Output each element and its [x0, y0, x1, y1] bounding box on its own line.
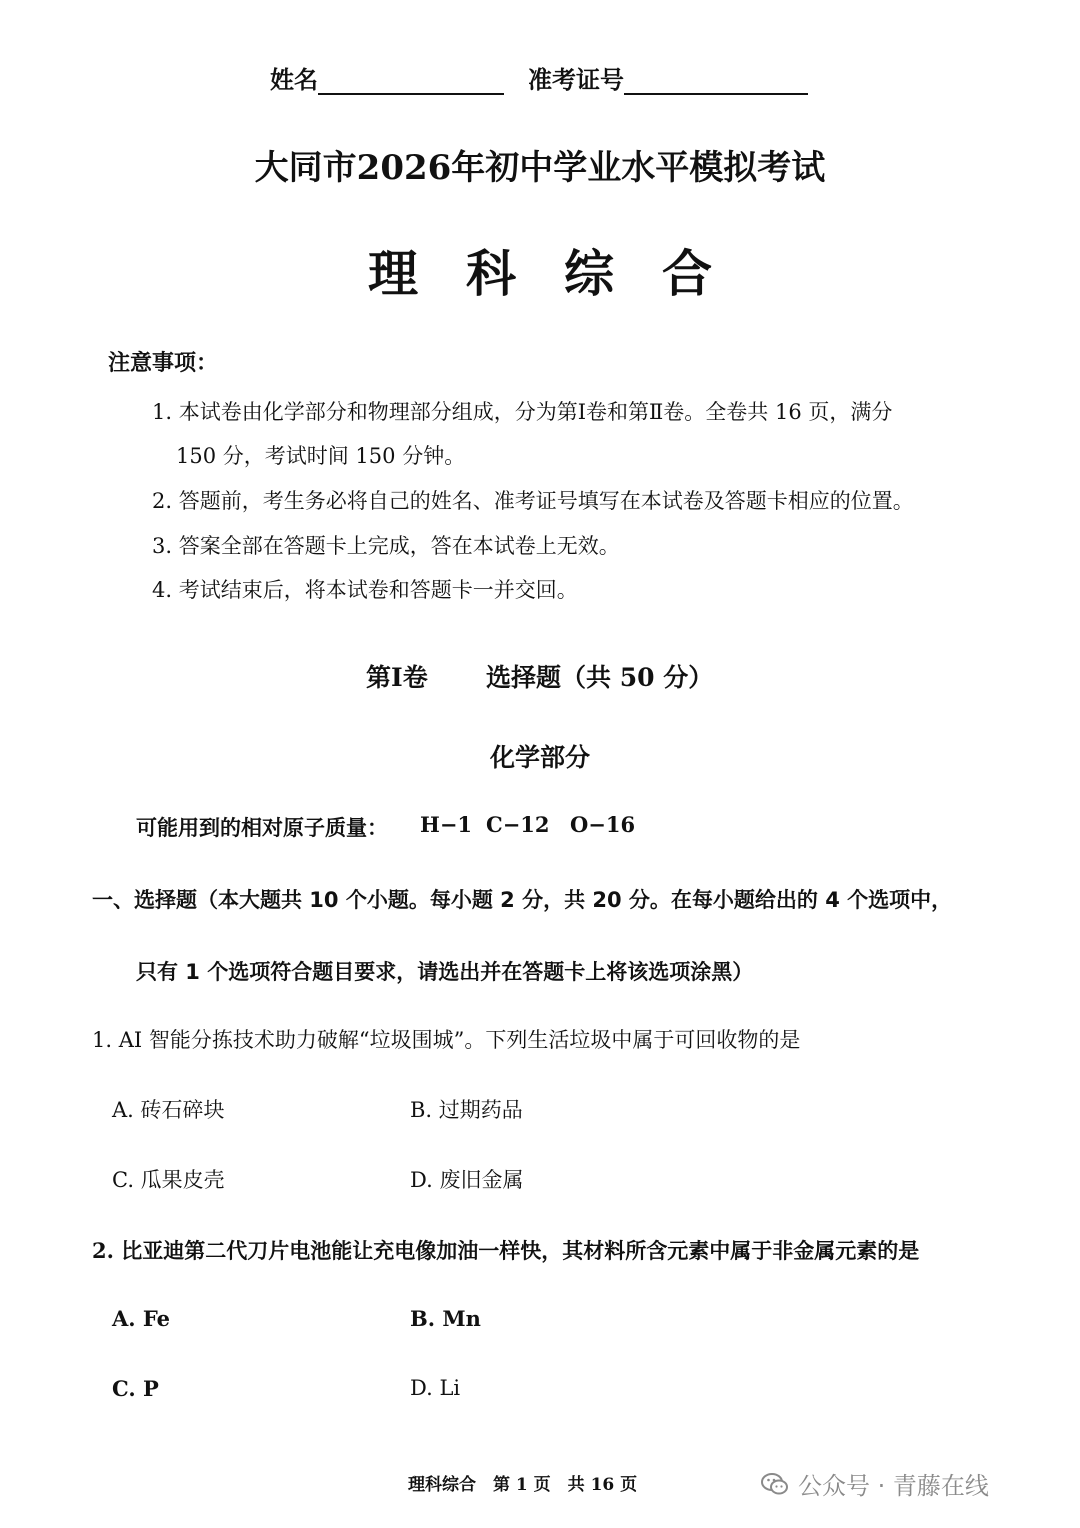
- answer-option: D. 废旧金属: [410, 1168, 524, 1192]
- exam-id-field: [528, 60, 808, 95]
- name-field: [270, 60, 504, 95]
- note-item: 2. 答题前，考生务必将自己的姓名、准考证号填写在本试卷及答题卡相应的位置。: [152, 489, 914, 513]
- atomic-mass-value: C−12: [486, 812, 550, 837]
- chem-heading: 化学部分: [489, 743, 590, 772]
- name-label: 姓名: [270, 65, 318, 94]
- page-footer: 理科综合 第 1 页 共 16 页: [408, 1475, 638, 1495]
- question-stem: 1. AI 智能分拣技术助力破解“垃圾围城”。下列生活垃圾中属于可回收物的是: [92, 1028, 801, 1052]
- question-stem: 2. 比亚迪第二代刀片电池能让充电像加油一样快，其材料所含元素中属于非金属元素的是: [92, 1238, 920, 1263]
- section-instruction: 一、选择题（本大题共 10 个小题。每小题 2 分，共 20 分。在每小题给出的 4 个选项中，: [92, 888, 953, 912]
- name-blank: [318, 67, 504, 95]
- notes-heading: 注意事项：: [108, 350, 219, 376]
- part-title: 选择题（共 50 分）: [486, 663, 714, 692]
- answer-option: C. 瓜果皮壳: [112, 1168, 225, 1192]
- answer-option: B. Mn: [410, 1306, 481, 1331]
- answer-option: A. 砖石碎块: [112, 1098, 225, 1122]
- note-item: 4. 考试结束后，将本试卷和答题卡一并交回。: [152, 578, 578, 602]
- answer-option: B. 过期药品: [410, 1098, 523, 1122]
- note-item: 3. 答案全部在答题卡上完成，答在本试卷上无效。: [152, 534, 620, 558]
- exam-title: 大同市2026年初中学业水平模拟考试: [254, 148, 826, 188]
- exam-id-blank: [624, 67, 808, 95]
- answer-option: D. Li: [410, 1376, 461, 1400]
- note-item: 1. 本试卷由化学部分和物理部分组成，分为第Ⅰ卷和第Ⅱ卷。全卷共 16 页，满分: [152, 400, 893, 424]
- answer-option: A. Fe: [112, 1306, 171, 1331]
- part-label: 第Ⅰ卷: [366, 663, 428, 692]
- watermark-text: 公众号 · 青藤在线: [798, 1472, 989, 1500]
- atomic-mass-label: 可能用到的相对原子质量：: [136, 815, 388, 840]
- watermark: [760, 1466, 989, 1501]
- section-instruction: 只有 1 个选项符合题目要求，请选出并在答题卡上将该选项涂黑）: [136, 960, 754, 984]
- answer-option: C. P: [112, 1376, 159, 1401]
- atomic-mass-value: O−16: [570, 812, 636, 837]
- atomic-mass-value: H−1: [420, 812, 473, 837]
- wechat-icon: [760, 1469, 790, 1499]
- exam-id-label: 准考证号: [528, 65, 624, 94]
- note-item: 150 分，考试时间 150 分钟。: [176, 444, 466, 468]
- subject-title: 理科综合: [368, 244, 760, 303]
